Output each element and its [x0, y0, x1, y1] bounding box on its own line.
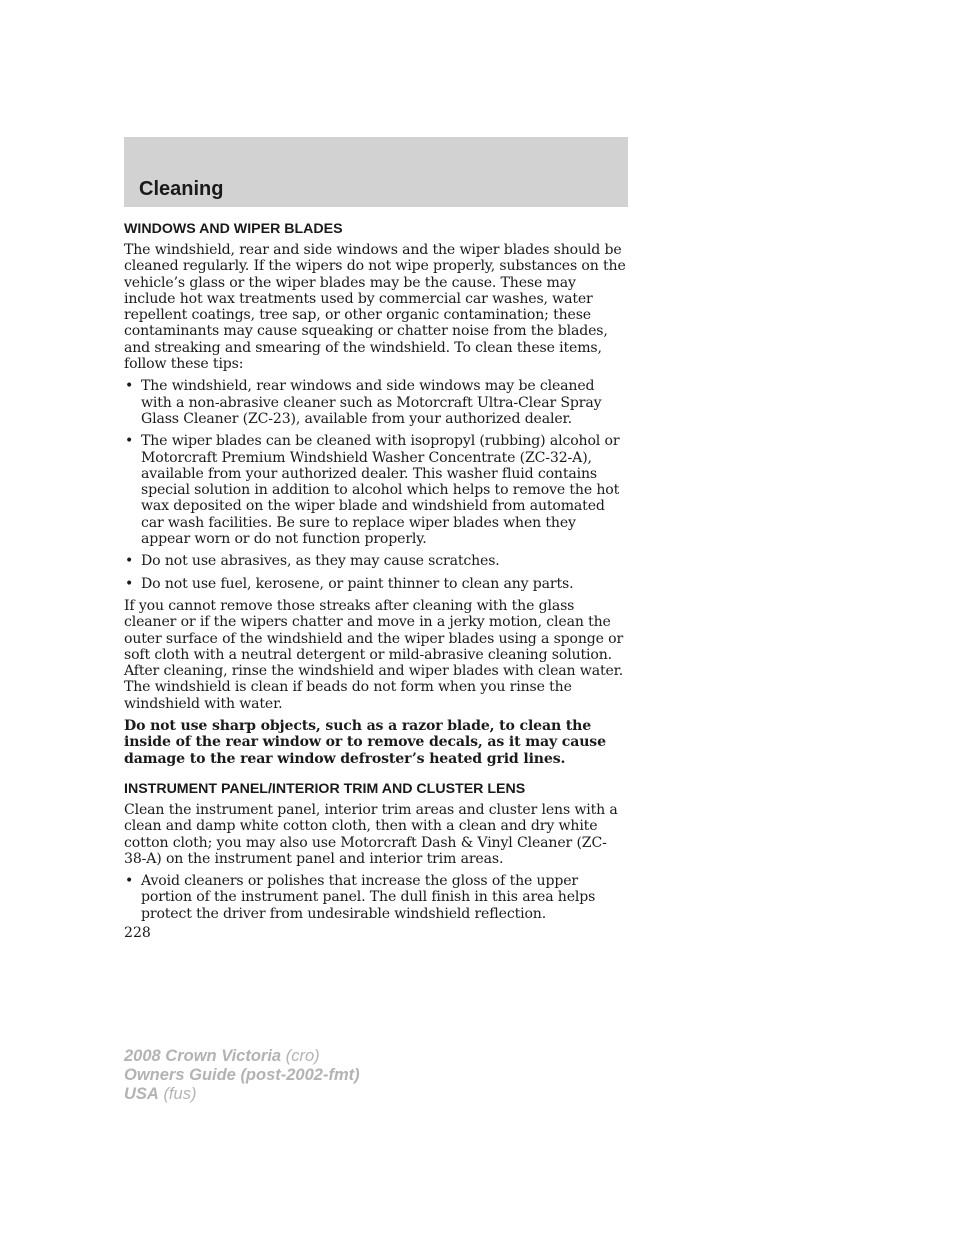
windows-intro-paragraph: The windshield, rear and side windows and the wiper blades should be cleaned regularly. If the wipers do not wipe properly, substances on the vehicle’s glass or the wiper blades may be the cause. These may include hot wax treatments used by commercial car washes, water repellent coatings, tree sap, or other organic contamination; these contaminants may cause squeaking or chatter noise from the blades, and streaking and smearing of the windshield. To clean these items, follow these tips: — [124, 242, 626, 373]
page-number: 228 — [124, 925, 151, 941]
bullet-icon: • — [125, 553, 134, 570]
list-item: • Do not use abrasives, as they may cause scratches. — [125, 553, 500, 570]
footer-line-guide: Owners Guide (post-2002-fmt) — [124, 1066, 360, 1084]
list-item: • The wiper blades can be cleaned with isopropyl (rubbing) alcohol or Motorcraft Premium Windshield Washer Concentrate (ZC-32-A), available from your authorized dealer. This washer fluid contains special solution in addition to alcohol which helps to remove the hot wax deposited on the wiper blade and windshield from automated car wash facilities. Be sure to replace wiper blades when they appear worn or do not function properly. — [125, 433, 620, 548]
streaks-paragraph: If you cannot remove those streaks after cleaning with the glass cleaner or if the wipers chatter and move in a jerky motion, clean the outer surface of the windshield and the wiper blades using a sponge or soft cloth with a neutral detergent or mild-abrasive cleaning solution. After cleaning, rinse the windshield and wiper blades with clean water. The windshield is clean if beads do not form when you rinse the windshield with water. — [124, 597, 624, 712]
section-title: Cleaning — [139, 178, 224, 200]
bullet-icon: • — [125, 873, 134, 890]
instrument-panel-paragraph: Clean the instrument panel, interior trim areas and cluster lens with a clean and damp white cotton cloth, then with a clean and dry white cotton cloth; you may also use Motorcraft Dash & Vinyl Cleaner (ZC-38-A) on the instrument panel and interior trim areas. — [124, 801, 618, 867]
section-header-band — [124, 137, 628, 207]
bullet-icon: • — [125, 378, 134, 395]
bullet-icon: • — [125, 575, 134, 592]
footer-line-model: 2008 Crown Victoria (cro) — [124, 1047, 320, 1065]
windows-tips-list — [124, 378, 628, 592]
list-item: • The windshield, rear windows and side windows may be cleaned with a non-abrasive cleaner such as Motorcraft Ultra-Clear Spray Glass Cleaner (ZC-23), available from your authorized dealer. — [125, 378, 602, 427]
list-item: • Avoid cleaners or polishes that increase the gloss of the upper portion of the instrument panel. The dull finish in this area helps protect the driver from undesirable windshield reflection. — [125, 873, 596, 922]
page-content — [124, 221, 628, 928]
heading-instrument-panel: INSTRUMENT PANEL/INTERIOR TRIM AND CLUSTER LENS — [124, 780, 526, 797]
instrument-panel-list — [124, 873, 628, 922]
bullet-icon: • — [125, 433, 134, 450]
document-footer — [124, 1047, 360, 1104]
warning-paragraph: Do not use sharp objects, such as a razor blade, to clean the inside of the rear window or to remove decals, as it may cause damage to the rear window defroster’s heated grid lines. — [124, 718, 606, 767]
footer-line-region: USA (fus) — [124, 1085, 197, 1103]
heading-windows-wiper-blades: WINDOWS AND WIPER BLADES — [124, 221, 343, 237]
list-item: • Do not use fuel, kerosene, or paint thinner to clean any parts. — [125, 575, 574, 592]
